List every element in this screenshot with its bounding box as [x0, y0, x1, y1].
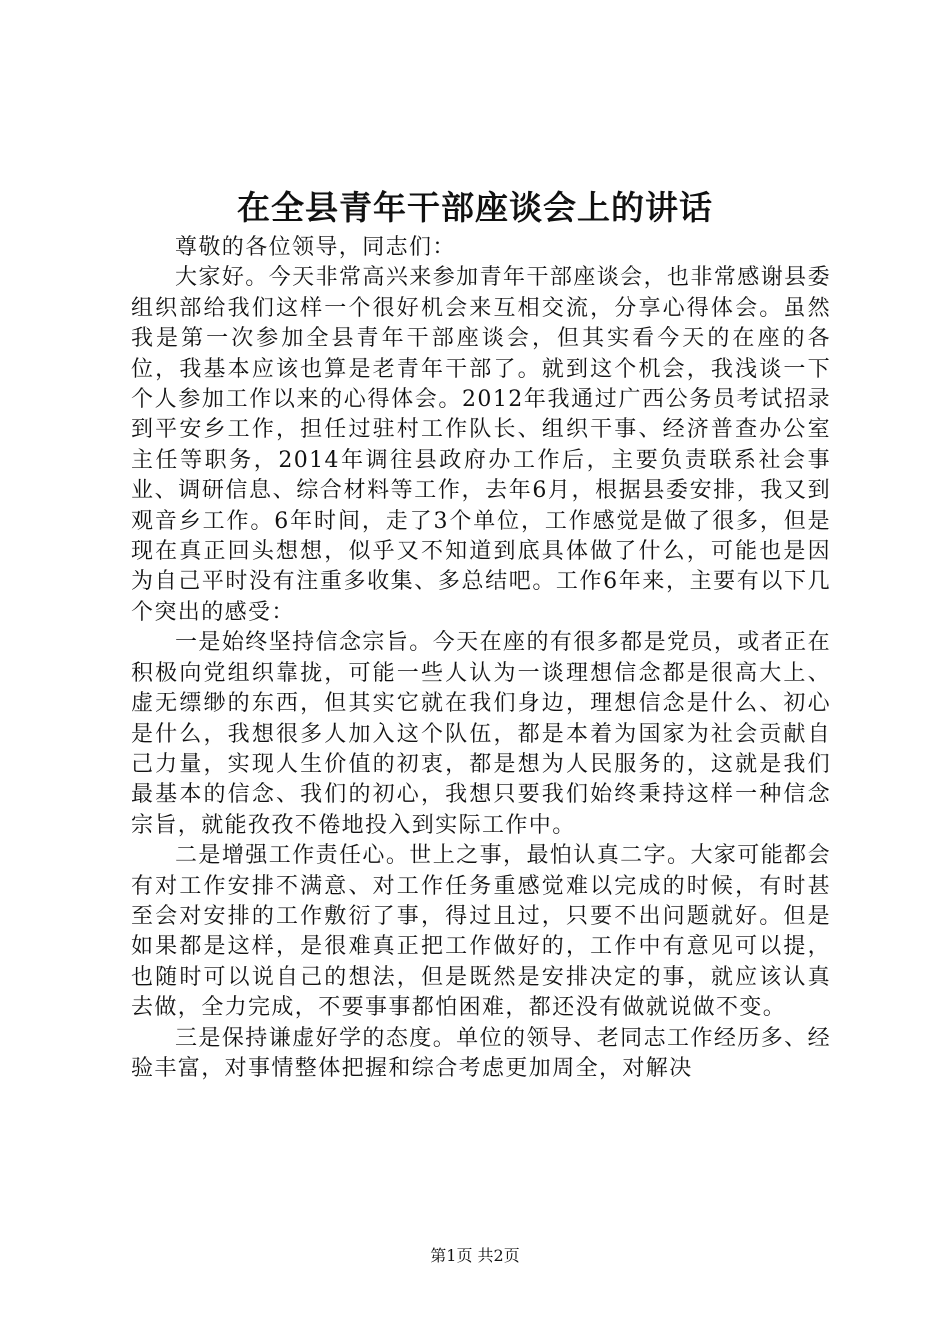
page-number-footer: 第1页 共2页 — [430, 1246, 520, 1265]
point-two-paragraph: 二是增强工作责任心。世上之事，最怕认真二字。大家可能都会有对工作安排不满意、对工作任务重感觉难以完成的时候，有时甚至会对安排的工作敷衍了事，得过且过，只要不出问题就好。但是如果都是这样，是很难真正把工作做好的，工作中有意见可以提，也随时可以说自己的想法，但是既然是安排决定的事，就应该认真去做，全力完成，不要事事都怕困难，都还没有做就说做不变。 — [131, 843, 831, 1021]
point-one-paragraph: 一是始终坚持信念宗旨。今天在座的有很多都是党员，或者正在积极向党组织靠拢，可能一些人认为一谈理想信念都是很高大上、虚无缥缈的东西，但其实它就在我们身边，理想信念是什么、初心是什么，我想很多人加入这个队伍，都是本着为国家为社会贡献自己力量，实现人生价值的初衷，都是想为人民服务的，这就是我们最基本的信念、我们的初心，我想只要我们始终秉持这样一种信念宗旨，就能孜孜不倦地投入到实际工作中。 — [131, 630, 831, 838]
intro-paragraph: 大家好。今天非常高兴来参加青年干部座谈会，也非常感谢县委组织部给我们这样一个很好机会来互相交流，分享心得体会。虽然我是第一次参加全县青年干部座谈会，但其实看今天的在座的各位，我基本应该也算是老青年干部了。就到这个机会，我浅谈一下个人参加工作以来的心得体会。2012年我通过广西公务员考试招录到平安乡工作，担任过驻村工作队长、组织干事、经济普查办公室主任等职务，2014年调往县政府办工作后，主要负责联系社会事业、调研信息、综合材料等工作，去年6月，根据县委安排，我又到观音乡工作。6年时间，走了3个单位，工作感觉是做了很多，但是现在真正回头想想，似乎又不知道到底具体做了什么，可能也是因为自己平时没有注重多收集、多总结吧。工作6年来，主要有以下几个突出的感受： — [131, 265, 831, 625]
point-three-paragraph: 三是保持谦虚好学的态度。单位的领导、老同志工作经历多、经验丰富，对事情整体把握和综合考虑更加周全，对解决 — [131, 1025, 831, 1081]
document-body — [131, 233, 831, 1084]
salutation-paragraph: 尊敬的各位领导，同志们： — [175, 235, 456, 260]
document-title: 在全县青年干部座谈会上的讲话 — [237, 188, 713, 227]
